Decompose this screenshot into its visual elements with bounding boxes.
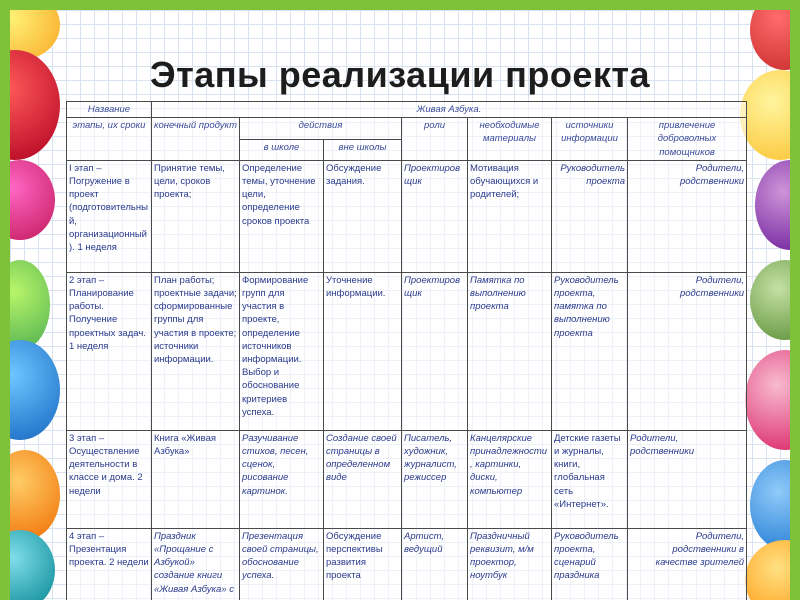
- balloon-blue-right: [750, 460, 790, 550]
- header-row-2: [67, 118, 747, 139]
- balloon-orange-right: [745, 540, 790, 600]
- in-school-cell: Презентация своей страницы, обоснование успеха.: [240, 528, 324, 600]
- balloon-pink-right: [745, 350, 790, 450]
- stage-cell: 4 этап – Презентация проекта. 2 недели: [67, 528, 152, 600]
- out-school-cell: Обсуждение перспективы развития проекта: [324, 528, 402, 600]
- project-stages-table: [66, 101, 747, 600]
- table-row: [67, 528, 747, 600]
- table-row: [67, 160, 747, 272]
- out-school-cell: Уточнение информации.: [324, 272, 402, 430]
- helpers-cell: Родители, родственники: [628, 160, 747, 272]
- materials-cell: Памятка по выполнению проекта: [468, 272, 552, 430]
- slide-canvas: [10, 10, 790, 600]
- materials-cell: Праздничный реквизит, м/м проектор, ноутбук: [468, 528, 552, 600]
- balloon-blue-left: [10, 340, 60, 440]
- roles-cell: Проектировщик: [402, 160, 468, 272]
- header-helpers: привлечение доброволных помощников: [628, 118, 747, 161]
- balloon-green-left: [10, 260, 50, 350]
- product-cell: Праздник «Прощание с Азбукой» создание книги «Живая Азбука» с: [152, 528, 240, 600]
- sources-cell: Руководитель проекта: [552, 160, 628, 272]
- materials-cell: Мотивация обучающихся и родителей;: [468, 160, 552, 272]
- in-school-cell: Определение темы, уточнение цели, определение сроков проекта: [240, 160, 324, 272]
- table-row: [67, 272, 747, 430]
- in-school-cell: Формирование групп для участия в проекте, определение источников информации. Выбор и обоснование критериев успеха.: [240, 272, 324, 430]
- header-product: конечный продукт: [152, 118, 240, 161]
- header-materials: необходимые материалы: [468, 118, 552, 161]
- header-sources: источники информации: [552, 118, 628, 161]
- header-stages: этапы, их сроки: [67, 118, 152, 161]
- header-actions: действия: [240, 118, 402, 139]
- sources-cell: Руководитель проекта, памятка по выполнению проекта: [552, 272, 628, 430]
- helpers-cell: Родители, родственники: [628, 430, 747, 528]
- header-out-school: вне школы: [324, 139, 402, 160]
- roles-cell: Писатель, художник, журналист, режиссер: [402, 430, 468, 528]
- in-school-cell: Разучивание стихов, песен, сценок, рисование картинок.: [240, 430, 324, 528]
- header-in-school: в школе: [240, 139, 324, 160]
- header-roles: роли: [402, 118, 468, 161]
- materials-cell: Канцелярские принадлежности, картинки, диски, компьютер: [468, 430, 552, 528]
- stage-cell: I этап – Погружение в проект (подготовительный, организационный). 1 неделя: [67, 160, 152, 272]
- stage-cell: 3 этап – Осуществление деятельности в классе и дома. 2 недели: [67, 430, 152, 528]
- product-cell: План работы; проектные задачи; сформированные группы для участия в проекте; источники информации.: [152, 272, 240, 430]
- out-school-cell: Обсуждение задания.: [324, 160, 402, 272]
- out-school-cell: Создание своей страницы в определенном виде: [324, 430, 402, 528]
- roles-cell: Артист, ведущий: [402, 528, 468, 600]
- slide-title: Этапы реализации проекта: [149, 54, 651, 95]
- header-name: Название: [67, 102, 152, 118]
- balloon-magenta-left: [10, 160, 55, 240]
- sources-cell: Детские газеты и журналы, книги, глобальная сеть «Интернет».: [552, 430, 628, 528]
- helpers-cell: Родители, родственники: [628, 272, 747, 430]
- header-row-1: [67, 102, 747, 118]
- header-project: Живая Азбука.: [152, 102, 747, 118]
- balloon-orange-left: [10, 450, 60, 540]
- roles-cell: Проектировщик: [402, 272, 468, 430]
- product-cell: Принятие темы, цели, сроков проекта;: [152, 160, 240, 272]
- stage-cell: 2 этап – Планирование работы. Получение проектных задач. 1 неделя: [67, 272, 152, 430]
- table-row: [67, 430, 747, 528]
- balloon-cyan-left: [10, 530, 55, 600]
- balloon-purple-right: [755, 160, 790, 250]
- helpers-cell: Родители, родственники в качестве зрителей: [628, 528, 747, 600]
- sources-cell: Руководитель проекта, сценарий праздника: [552, 528, 628, 600]
- balloon-green-right: [750, 260, 790, 340]
- product-cell: Книга «Живая Азбука»: [152, 430, 240, 528]
